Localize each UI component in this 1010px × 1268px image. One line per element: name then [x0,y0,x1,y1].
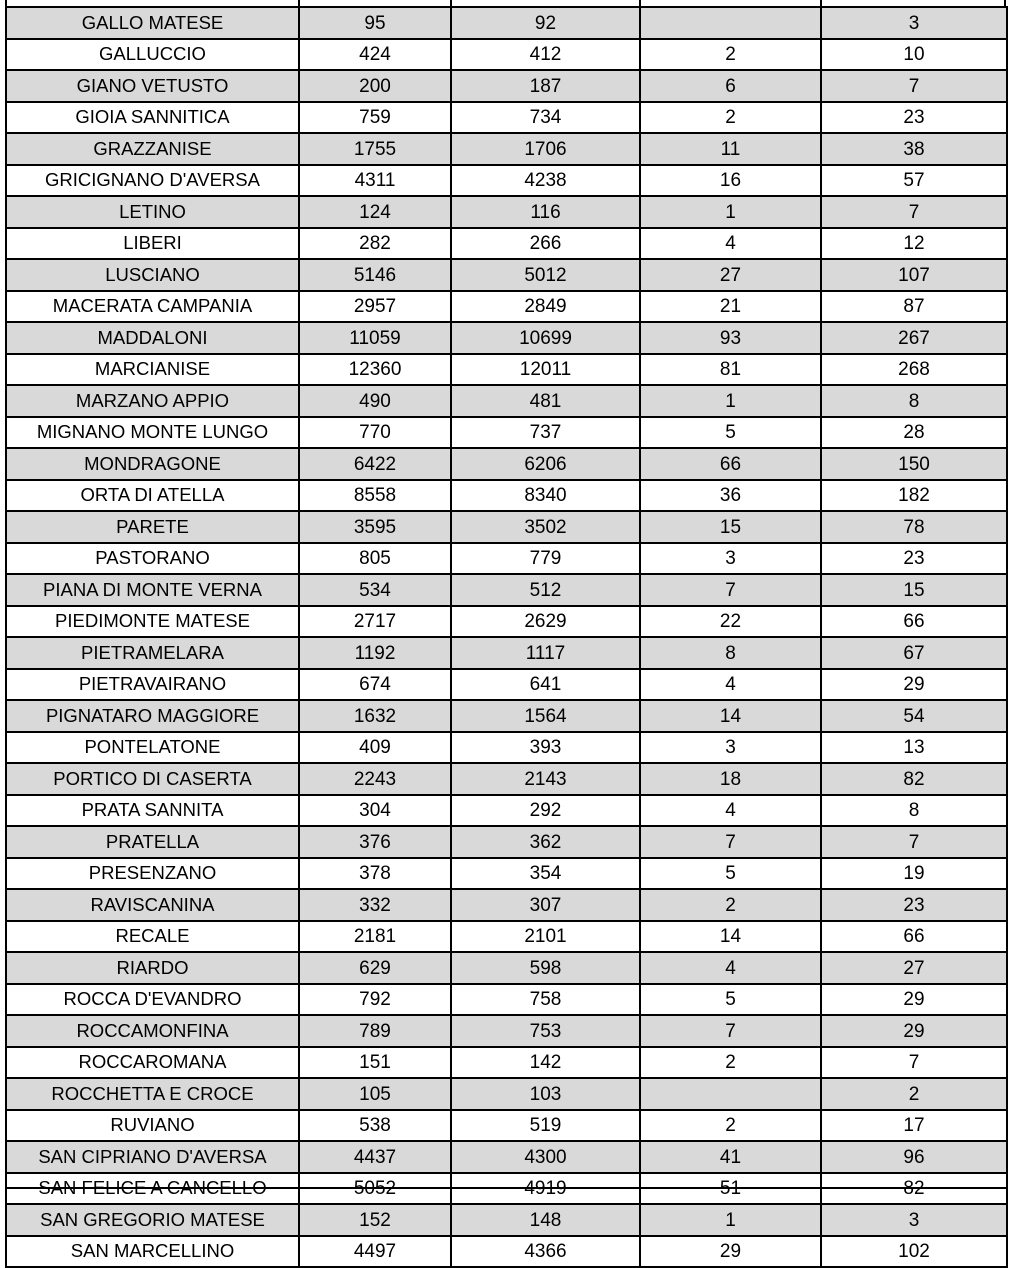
table-row [6,1173,1007,1205]
value-cell-2: 512 [451,574,640,606]
table-row [6,1204,1007,1236]
value-cell-2: 116 [451,196,640,228]
value-cell-4: 66 [821,606,1007,638]
value-cell-4: 67 [821,637,1007,669]
table-row [6,70,1007,102]
value-cell-4: 29 [821,669,1007,701]
value-cell-4: 10 [821,39,1007,71]
table-row [6,102,1007,134]
value-cell-2: 148 [451,1204,640,1236]
data-sheet [5,0,1006,1263]
value-cell-3: 16 [640,165,821,197]
table-row [6,228,1007,260]
value-cell-3: 2 [640,39,821,71]
value-cell-4: 182 [821,480,1007,512]
municipality-name-cell: PORTICO DI CASERTA [6,763,299,795]
table-row [6,606,1007,638]
value-cell-4: 29 [821,984,1007,1016]
value-cell-3: 36 [640,480,821,512]
value-cell-3: 4 [640,795,821,827]
municipality-table [5,6,1008,1268]
value-cell-1: 792 [299,984,451,1016]
table-row [6,637,1007,669]
value-cell-2: 481 [451,385,640,417]
value-cell-3: 1 [640,196,821,228]
table-row [6,543,1007,575]
value-cell-4: 3 [821,7,1007,39]
value-cell-4: 2 [821,1078,1007,1110]
value-cell-4: 3 [821,1204,1007,1236]
value-cell-3 [640,1078,821,1110]
value-cell-1: 124 [299,196,451,228]
value-cell-4: 23 [821,102,1007,134]
value-cell-1: 4437 [299,1141,451,1173]
value-cell-2: 1117 [451,637,640,669]
value-cell-2: 779 [451,543,640,575]
value-cell-4: 23 [821,543,1007,575]
value-cell-4: 96 [821,1141,1007,1173]
table-row [6,133,1007,165]
table-row [6,921,1007,953]
value-cell-2: 12011 [451,354,640,386]
municipality-name-cell: PIANA DI MONTE VERNA [6,574,299,606]
value-cell-1: 2181 [299,921,451,953]
value-cell-3: 6 [640,70,821,102]
value-cell-2: 307 [451,889,640,921]
value-cell-3 [640,7,821,39]
table-row [6,889,1007,921]
value-cell-2: 92 [451,7,640,39]
value-cell-3: 7 [640,574,821,606]
value-cell-1: 200 [299,70,451,102]
municipality-name-cell: GALLO MATESE [6,7,299,39]
table-row [6,574,1007,606]
value-cell-1: 1755 [299,133,451,165]
value-cell-1: 2957 [299,291,451,323]
municipality-name-cell: SAN CIPRIANO D'AVERSA [6,1141,299,1173]
value-cell-2: 266 [451,228,640,260]
value-cell-3: 18 [640,763,821,795]
value-cell-4: 102 [821,1236,1007,1268]
municipality-name-cell: PONTELATONE [6,732,299,764]
value-cell-4: 150 [821,448,1007,480]
value-cell-4: 13 [821,732,1007,764]
value-cell-1: 4311 [299,165,451,197]
value-cell-1: 376 [299,826,451,858]
table-row [6,259,1007,291]
value-cell-3: 5 [640,417,821,449]
municipality-name-cell: ORTA DI ATELLA [6,480,299,512]
value-cell-1: 2717 [299,606,451,638]
table-body [6,7,1007,1267]
municipality-name-cell: RUVIANO [6,1110,299,1142]
value-cell-1: 282 [299,228,451,260]
value-cell-3: 3 [640,543,821,575]
municipality-name-cell: GIANO VETUSTO [6,70,299,102]
value-cell-4: 7 [821,826,1007,858]
value-cell-1: 759 [299,102,451,134]
value-cell-4: 267 [821,322,1007,354]
municipality-name-cell: PIGNATARO MAGGIORE [6,700,299,732]
value-cell-4: 27 [821,952,1007,984]
table-row [6,39,1007,71]
value-cell-2: 4366 [451,1236,640,1268]
municipality-name-cell: ROCCHETTA E CROCE [6,1078,299,1110]
value-cell-2: 10699 [451,322,640,354]
municipality-name-cell: SAN MARCELLINO [6,1236,299,1268]
table-row [6,291,1007,323]
value-cell-2: 1706 [451,133,640,165]
value-cell-3: 2 [640,889,821,921]
value-cell-3: 51 [640,1173,821,1205]
value-cell-1: 4497 [299,1236,451,1268]
value-cell-3: 14 [640,700,821,732]
value-cell-3: 15 [640,511,821,543]
municipality-name-cell: LUSCIANO [6,259,299,291]
value-cell-2: 142 [451,1047,640,1079]
value-cell-2: 2101 [451,921,640,953]
municipality-name-cell: PIETRAVAIRANO [6,669,299,701]
table-row [6,1236,1007,1268]
value-cell-3: 3 [640,732,821,764]
value-cell-2: 412 [451,39,640,71]
value-cell-2: 753 [451,1015,640,1047]
value-cell-4: 82 [821,763,1007,795]
value-cell-1: 5146 [299,259,451,291]
table-row [6,448,1007,480]
value-cell-4: 28 [821,417,1007,449]
value-cell-1: 1192 [299,637,451,669]
value-cell-3: 22 [640,606,821,638]
municipality-name-cell: RECALE [6,921,299,953]
municipality-name-cell: RIARDO [6,952,299,984]
value-cell-1: 304 [299,795,451,827]
value-cell-3: 41 [640,1141,821,1173]
value-cell-3: 7 [640,826,821,858]
value-cell-3: 11 [640,133,821,165]
value-cell-1: 105 [299,1078,451,1110]
municipality-name-cell: LIBERI [6,228,299,260]
value-cell-3: 4 [640,669,821,701]
value-cell-1: 151 [299,1047,451,1079]
table-row [6,795,1007,827]
value-cell-1: 3595 [299,511,451,543]
value-cell-2: 1564 [451,700,640,732]
value-cell-4: 19 [821,858,1007,890]
value-cell-1: 12360 [299,354,451,386]
municipality-name-cell: GALLUCCIO [6,39,299,71]
municipality-name-cell: LETINO [6,196,299,228]
value-cell-1: 1632 [299,700,451,732]
value-cell-1: 2243 [299,763,451,795]
table-row [6,480,1007,512]
value-cell-3: 7 [640,1015,821,1047]
value-cell-3: 5 [640,984,821,1016]
table-row [6,511,1007,543]
value-cell-2: 4919 [451,1173,640,1205]
table-row [6,1078,1007,1110]
municipality-name-cell: ROCCAMONFINA [6,1015,299,1047]
municipality-name-cell: PASTORANO [6,543,299,575]
value-cell-4: 268 [821,354,1007,386]
value-cell-4: 7 [821,70,1007,102]
value-cell-4: 38 [821,133,1007,165]
municipality-name-cell: MONDRAGONE [6,448,299,480]
value-cell-3: 4 [640,228,821,260]
value-cell-3: 66 [640,448,821,480]
value-cell-1: 378 [299,858,451,890]
value-cell-1: 770 [299,417,451,449]
value-cell-3: 1 [640,1204,821,1236]
value-cell-3: 14 [640,921,821,953]
value-cell-2: 758 [451,984,640,1016]
municipality-name-cell: RAVISCANINA [6,889,299,921]
value-cell-3: 2 [640,102,821,134]
value-cell-2: 8340 [451,480,640,512]
value-cell-3: 2 [640,1110,821,1142]
municipality-name-cell: GRAZZANISE [6,133,299,165]
value-cell-2: 362 [451,826,640,858]
table-row [6,385,1007,417]
value-cell-1: 490 [299,385,451,417]
value-cell-2: 519 [451,1110,640,1142]
value-cell-2: 2629 [451,606,640,638]
value-cell-3: 5 [640,858,821,890]
municipality-name-cell: ROCCA D'EVANDRO [6,984,299,1016]
table-row [6,1141,1007,1173]
value-cell-1: 424 [299,39,451,71]
table-row [6,322,1007,354]
table-row [6,826,1007,858]
value-cell-1: 538 [299,1110,451,1142]
municipality-name-cell: PRATELLA [6,826,299,858]
value-cell-2: 5012 [451,259,640,291]
value-cell-1: 409 [299,732,451,764]
municipality-name-cell: SAN GREGORIO MATESE [6,1204,299,1236]
value-cell-4: 66 [821,921,1007,953]
value-cell-4: 57 [821,165,1007,197]
municipality-name-cell: GIOIA SANNITICA [6,102,299,134]
value-cell-2: 734 [451,102,640,134]
value-cell-3: 81 [640,354,821,386]
value-cell-4: 87 [821,291,1007,323]
value-cell-2: 2849 [451,291,640,323]
value-cell-1: 8558 [299,480,451,512]
value-cell-1: 332 [299,889,451,921]
value-cell-1: 674 [299,669,451,701]
value-cell-4: 15 [821,574,1007,606]
table-row [6,165,1007,197]
municipality-name-cell: MIGNANO MONTE LUNGO [6,417,299,449]
municipality-name-cell: MARZANO APPIO [6,385,299,417]
value-cell-2: 187 [451,70,640,102]
municipality-name-cell: MADDALONI [6,322,299,354]
value-cell-4: 7 [821,196,1007,228]
value-cell-2: 6206 [451,448,640,480]
value-cell-4: 54 [821,700,1007,732]
municipality-name-cell: SAN FELICE A CANCELLO [6,1173,299,1205]
municipality-name-cell: GRICIGNANO D'AVERSA [6,165,299,197]
value-cell-1: 5052 [299,1173,451,1205]
value-cell-2: 737 [451,417,640,449]
value-cell-3: 8 [640,637,821,669]
table-row [6,952,1007,984]
value-cell-4: 23 [821,889,1007,921]
value-cell-3: 4 [640,952,821,984]
table-row [6,1015,1007,1047]
value-cell-3: 1 [640,385,821,417]
value-cell-4: 29 [821,1015,1007,1047]
value-cell-2: 3502 [451,511,640,543]
table-row [6,354,1007,386]
municipality-name-cell: PARETE [6,511,299,543]
value-cell-2: 393 [451,732,640,764]
municipality-name-cell: PRESENZANO [6,858,299,890]
value-cell-1: 789 [299,1015,451,1047]
municipality-name-cell: PIETRAMELARA [6,637,299,669]
value-cell-2: 103 [451,1078,640,1110]
municipality-name-cell: PRATA SANNITA [6,795,299,827]
value-cell-2: 641 [451,669,640,701]
value-cell-2: 598 [451,952,640,984]
value-cell-1: 629 [299,952,451,984]
table-row [6,700,1007,732]
value-cell-2: 4238 [451,165,640,197]
municipality-name-cell: PIEDIMONTE MATESE [6,606,299,638]
value-cell-4: 7 [821,1047,1007,1079]
table-row [6,669,1007,701]
value-cell-4: 8 [821,385,1007,417]
table-row [6,763,1007,795]
value-cell-2: 354 [451,858,640,890]
table-row [6,984,1007,1016]
value-cell-4: 8 [821,795,1007,827]
value-cell-3: 93 [640,322,821,354]
value-cell-1: 11059 [299,322,451,354]
value-cell-2: 2143 [451,763,640,795]
value-cell-1: 534 [299,574,451,606]
table-row [6,196,1007,228]
table-row [6,858,1007,890]
value-cell-1: 152 [299,1204,451,1236]
value-cell-4: 107 [821,259,1007,291]
municipality-name-cell: MACERATA CAMPANIA [6,291,299,323]
value-cell-1: 805 [299,543,451,575]
municipality-name-cell: MARCIANISE [6,354,299,386]
value-cell-3: 2 [640,1047,821,1079]
value-cell-3: 21 [640,291,821,323]
value-cell-1: 95 [299,7,451,39]
value-cell-2: 4300 [451,1141,640,1173]
table-row [6,417,1007,449]
value-cell-4: 78 [821,511,1007,543]
value-cell-4: 82 [821,1173,1007,1205]
value-cell-4: 17 [821,1110,1007,1142]
value-cell-4: 12 [821,228,1007,260]
table-row [6,1110,1007,1142]
table-row [6,732,1007,764]
value-cell-1: 6422 [299,448,451,480]
table-row [6,7,1007,39]
municipality-name-cell: ROCCAROMANA [6,1047,299,1079]
value-cell-2: 292 [451,795,640,827]
value-cell-3: 29 [640,1236,821,1268]
table-row [6,1047,1007,1079]
value-cell-3: 27 [640,259,821,291]
